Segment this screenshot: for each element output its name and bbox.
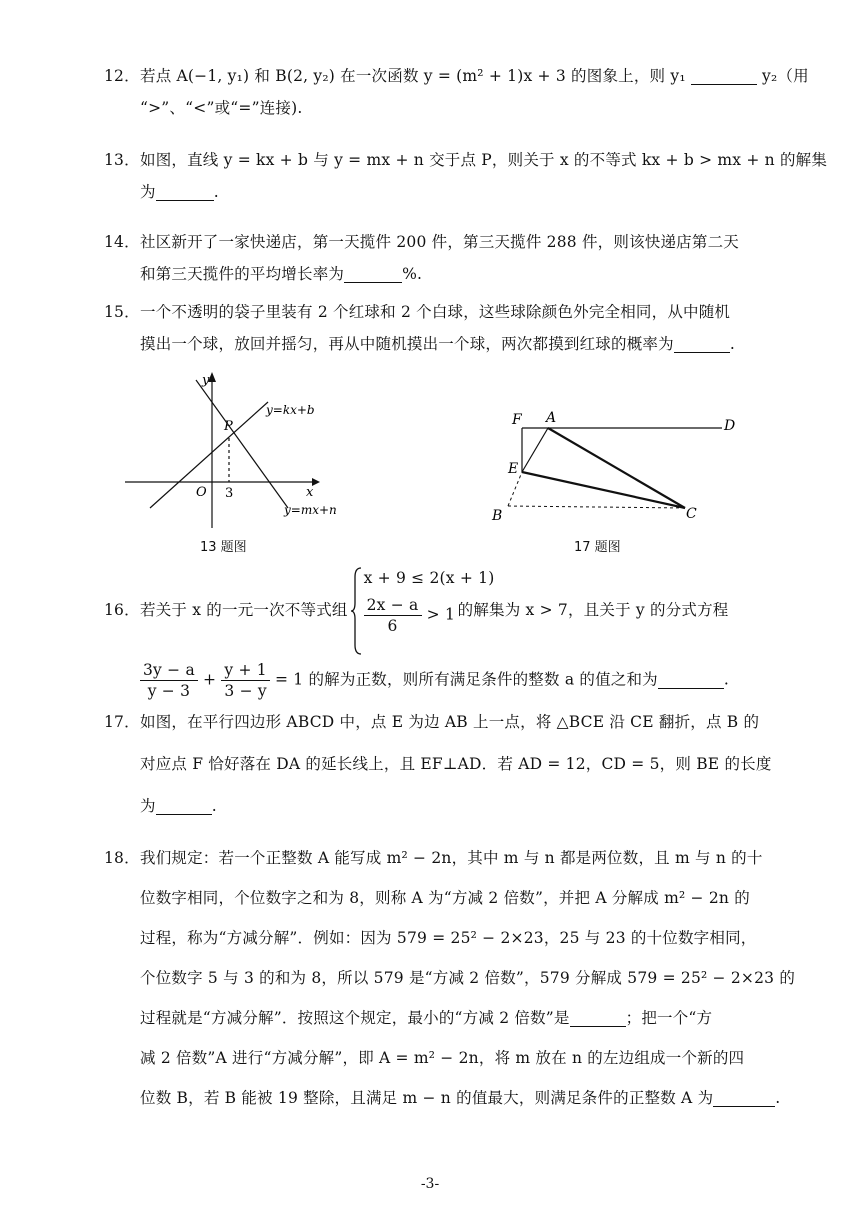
question-text: 减 2 倍数”A 进行“方减分解”，即 A = m² − 2n，将 m 放在 n 的左边组成一个新的四 (140, 1049, 745, 1067)
x-axis-label: x (306, 485, 314, 500)
question-text: 为 (140, 183, 156, 201)
question-number: 12． (104, 67, 140, 85)
question-12-line-1 (104, 60, 809, 92)
question-14 (104, 226, 804, 290)
tick-label-3: 3 (225, 486, 234, 501)
question-number: 15． (104, 303, 140, 321)
figure-13-caption: 13 题图 (200, 540, 247, 555)
answer-blank[interactable] (674, 334, 730, 353)
plus-sign: + (203, 670, 217, 689)
question-16 (104, 564, 804, 701)
question-number: 13． (104, 151, 140, 169)
label-a: A (546, 410, 557, 426)
answer-blank[interactable] (713, 1088, 775, 1107)
answer-blank[interactable] (156, 182, 214, 201)
fraction-denominator: 6 (387, 617, 398, 635)
question-text: 过程，称为“方减分解”．例如：因为 579 = 25² − 2×23，25 与 23 的十位数字相同， (140, 929, 757, 947)
answer-blank[interactable] (156, 796, 212, 815)
question-15 (104, 296, 804, 360)
question-text: 个位数字 5 与 3 的和为 8，所以 579 是“方减 2 倍数”，579 分解成 579 = 25² − 2×23 的 (140, 969, 796, 987)
answer-blank[interactable] (570, 1008, 626, 1027)
question-number: 18． (104, 849, 140, 867)
figure-17 (482, 402, 772, 532)
label-d: D (724, 418, 736, 434)
label-c: C (686, 506, 697, 522)
fraction-numerator: 3y − a (140, 660, 198, 681)
question-text: ；把一个“方 (625, 1009, 713, 1027)
label-b: B (492, 508, 503, 524)
segment-ac (548, 428, 685, 508)
segment-be-dashed (508, 472, 522, 506)
label-e: E (508, 461, 519, 477)
question-12 (104, 60, 809, 124)
question-17 (104, 706, 804, 822)
y-axis-label: y (202, 373, 210, 388)
segment-ec (522, 472, 685, 508)
fraction-denominator: y − 3 (147, 682, 191, 700)
left-brace (350, 565, 362, 657)
inequality-2 (364, 595, 455, 636)
answer-blank[interactable] (344, 264, 402, 283)
question-12-line-2: “>”、“<”或“=”连接). (140, 99, 303, 117)
inequality-relation: > 1 (426, 605, 456, 624)
question-text: 对应点 F 恰好落在 DA 的延长线上，且 EF⊥AD．若 AD = 12，CD = 5，则 BE 的长度 (140, 755, 772, 773)
question-text: . (729, 335, 735, 353)
question-text: y₂（用 (762, 67, 809, 85)
label-f: F (512, 412, 522, 428)
question-text: 位数 B，若 B 能被 19 整除，且满足 m − n 的值最大，则满足条件的正整数 A 为 (140, 1089, 714, 1107)
fraction-numerator: 2x − a (364, 595, 422, 616)
question-13 (104, 144, 828, 208)
question-text: . (775, 1089, 781, 1107)
figure-13 (120, 368, 380, 538)
segment-ea (522, 428, 548, 472)
question-text: 位数字相同，个位数字之和为 8，则称 A 为“方减 2 倍数”，并把 A 分解成 m² − 2n 的 (140, 889, 750, 907)
question-18 (104, 838, 804, 1118)
question-text: 和第三天揽件的平均增长率为 (140, 265, 345, 283)
point-p-label: P (224, 419, 233, 434)
question-text: 一个不透明的袋子里装有 2 个红球和 2 个白球，这些球除颜色外完全相同，从中随机 (140, 303, 731, 321)
segment-bc-dashed (508, 506, 685, 508)
fraction-equation-line (104, 660, 804, 701)
inequality-system (350, 565, 495, 657)
question-text: = 1 的解为正数，则所有满足条件的整数 a 的值之和为 (274, 670, 658, 689)
question-text: 我们规定：若一个正整数 A 能写成 m² − 2n，其中 m 与 n 都是两位数，且 m 与 n 的十 (140, 849, 763, 867)
question-text: . (723, 670, 730, 689)
origin-label: O (196, 485, 207, 500)
question-text: 过程就是“方减分解”．按照这个规定，最小的“方减 2 倍数”是 (140, 1009, 570, 1027)
answer-blank[interactable] (691, 66, 757, 85)
line-kx-b-label: y=kx+b (266, 403, 315, 417)
question-text: 的解集为 x > 7，且关于 y 的分式方程 (457, 601, 729, 619)
question-text: 摸出一个球，放回并摇匀，再从中随机摸出一个球，两次都摸到红球的概率为 (140, 335, 674, 353)
answer-blank[interactable] (658, 670, 724, 689)
fraction-numerator: y + 1 (221, 660, 269, 681)
question-text: 如图，直线 y = kx + b 与 y = mx + n 交于点 P，则关于 x 的不等式 kx + b > mx + n 的解集 (140, 151, 828, 169)
question-text: 若点 A(−1, y₁) 和 B(2, y₂) 在一次函数 y = (m² + 1)x + 3 的图象上，则 y₁ (140, 67, 686, 85)
question-text: 社区新开了一家快递店，第一天揽件 200 件，第三天揽件 288 件，则该快递店第二天 (140, 233, 739, 251)
question-number: 17． (104, 713, 140, 731)
question-text: . (211, 797, 217, 815)
question-text: 为 (140, 797, 156, 815)
page-number: -3- (420, 1176, 440, 1192)
question-text: 如图，在平行四边形 ABCD 中，点 E 为边 AB 上一点，将 △BCE 沿 CE 翻折，点 B 的 (140, 713, 760, 731)
line-mx-n (196, 380, 288, 508)
figure-17-caption: 17 题图 (574, 540, 621, 555)
question-text: %. (402, 265, 423, 283)
line-mx-n-label: y=mx+n (284, 503, 337, 517)
question-text: 若关于 x 的一元一次不等式组 (140, 601, 348, 619)
question-text: . (213, 183, 219, 201)
fraction-denominator: 3 − y (224, 682, 267, 700)
question-number: 16． (104, 601, 140, 619)
question-number: 14． (104, 233, 140, 251)
inequality-1: x + 9 ≤ 2(x + 1) (363, 569, 495, 587)
